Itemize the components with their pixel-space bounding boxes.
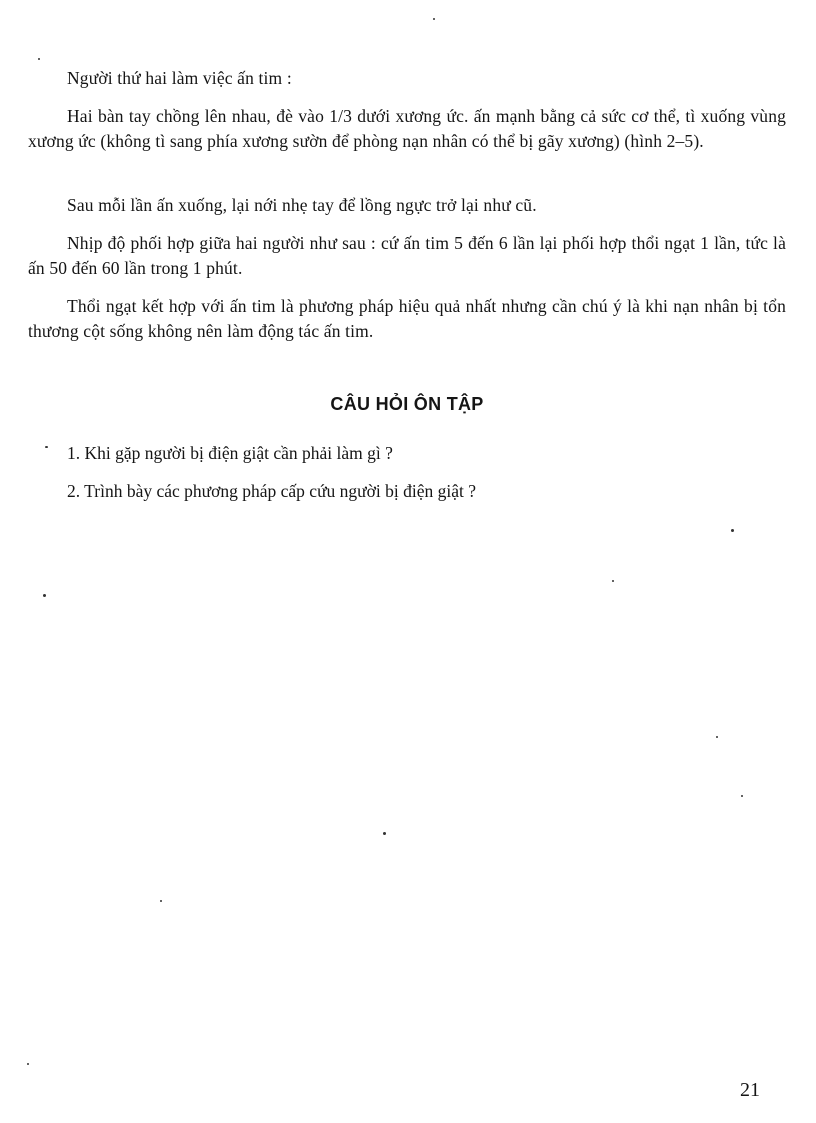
paragraph-release-pressure: Sau mỗi lần ấn xuống, lại nới nhẹ tay để lồng ngực trở lại như cũ.	[67, 195, 537, 215]
scan-speck	[160, 900, 162, 902]
scan-speck	[716, 736, 718, 738]
paragraph-second-person-role: Người thứ hai làm việc ấn tim :	[67, 68, 292, 88]
scan-speck	[433, 18, 435, 20]
page-number: 21	[740, 1079, 760, 1101]
review-question-2: 2. Trình bày các phương pháp cấp cứu người bị điện giật ?	[67, 481, 477, 501]
scan-speck	[45, 446, 48, 448]
review-questions-heading: CÂU HỎI ÔN TẬP	[330, 394, 484, 414]
scan-speck	[383, 832, 386, 835]
paragraph-spinal-injury-note: Thổi ngạt kết hợp với ấn tim là phương pháp hiệu quả nhất nhưng cần chú ý là khi nạn nhân bị tổn thương cột sống không nên làm động tác ấn tim.	[28, 296, 786, 341]
paragraph-hand-position: Hai bàn tay chồng lên nhau, đè vào 1/3 dưới xương ức. ấn mạnh bằng cả sức cơ thể, tì xuống vùng xương ức (không tì sang phía xương sườn để phòng nạn nhân có thể bị gãy xương) (hình 2–5).	[28, 106, 786, 151]
scan-speck	[741, 795, 743, 797]
scan-speck	[731, 529, 734, 532]
scan-speck	[43, 594, 46, 597]
scan-speck	[27, 1063, 29, 1065]
scan-speck	[38, 58, 40, 60]
paragraph-coordination-rhythm: Nhịp độ phối hợp giữa hai người như sau : cứ ấn tim 5 đến 6 lần lại phối hợp thổi ngạt 1 lần, tức là ấn 50 đến 60 lần trong 1 phút.	[28, 233, 786, 278]
review-question-1: 1. Khi gặp người bị điện giật cần phải làm gì ?	[67, 443, 393, 463]
scan-speck	[612, 580, 614, 582]
